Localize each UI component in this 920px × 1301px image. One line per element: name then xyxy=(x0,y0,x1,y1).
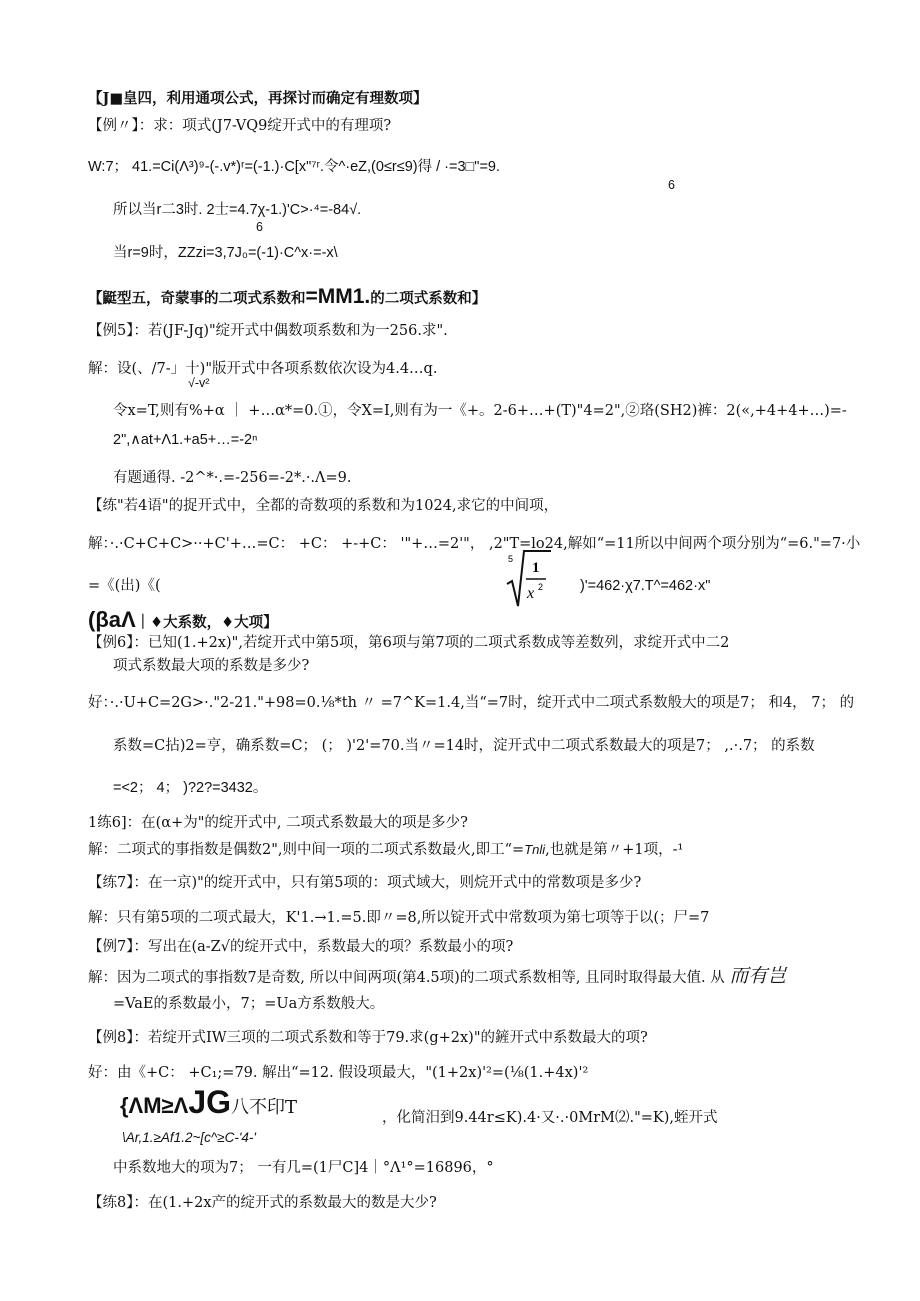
line-solution8-a: 好：由《+C： +C₁;=79. 解出“=12. 假设项最大，"(1+2x)'²=(⅛(1.+4x)'² xyxy=(88,1065,589,1081)
line-practice5: 【练"若4语"的捉开式中，全都的奇数项的系数和为1024,求它的中间项， xyxy=(88,498,559,514)
line-solution8-simplify: ，化简汨到9.44r≤K).4·又·.·0MrM⑵."=K),蛭开式 xyxy=(382,1110,718,1126)
line-solution6-b: 系数=C拈)2=亨，确系数=C； (； )'2'=70.当〃=14时，淀开式中二项式系数最大的项是7； ,.·.7； 的系数 xyxy=(113,738,815,754)
line-heading-type6 xyxy=(88,607,278,633)
line-example8: 【例8】：若绽开式IW三项的二项式系数和等于79.求(g+2x)"的鏟开式中系数最大的项? xyxy=(88,1030,648,1046)
heading-type5-part1: 【鼮型五，奇蒙事的二项式系数和 xyxy=(88,290,306,307)
radical-figure xyxy=(505,548,553,610)
line-practice8: 【练8】：在(1.+2x产的绽开式的系数最大的数是大少? xyxy=(88,1195,437,1211)
line-solution5-result: 有题通得. -2^*·.=-256=-2*.·.Λ=9. xyxy=(113,470,352,486)
system-part1: {ΛM≥Λ xyxy=(120,1093,189,1118)
line-case-r9: 当r=9时，ZZzi=3,7J₀=(-1)·C^x·=-x\ xyxy=(113,245,338,261)
line-example6: 【例6】：已知(1.+2x)",若绽开式中第5项，第6项与第7项的二项式系数成等差数列，求绽开式中二2 xyxy=(88,635,730,651)
line-practice7: 【练7】：在一京)"的绽开式中，只有第5项的：项式域大，则烷开式中的常数项是多少? xyxy=(88,875,642,891)
line-solution8-system xyxy=(120,1084,298,1120)
line-subscript-6a: 6 xyxy=(668,178,675,192)
heading-type6-text: ｜♦大系数，♦大项】 xyxy=(135,614,278,631)
practice6-subscript: Tnli xyxy=(524,842,546,857)
line-practice5-terms-b: )'=462·χ7.T^=462·x" xyxy=(580,578,711,594)
line-solution5-setup: 解：设(、/7-」十)"版开式中各项系数依次设为4.4…q. xyxy=(88,361,438,377)
line-solution5-eq1: 令x=T,则有%+α ｜ +…α*=0.①，令X=I,则有为一《+。2-6+…+(T)"4=2",②珞(SH2)裤：2(«,+4+4+…)=- xyxy=(113,403,847,419)
heading-type6-bold-mark: (βaΛ xyxy=(88,607,136,632)
line-example5: 【例5】：若(JF-Jq)"绽开式中偶数项系数和为一256.求". xyxy=(88,323,448,339)
radicand-denominator: x xyxy=(527,585,535,602)
practice6-solution-part2: ,也就是第〃+1项，-¹ xyxy=(545,842,684,858)
solution7-text: 解：因为二项式的事指数7是奇数, 所以中间两项(第4.5项)的二项式系数相等, 且同时取得最大值. 从 xyxy=(88,970,725,986)
line-practice6: 1练6]：在(α+为"的绽开式中, 二项式系数最大的项是多少? xyxy=(88,815,468,831)
line-subscript-root: √-v² xyxy=(188,376,210,390)
line-practice7-solution: 解：只有第5项的二项式最大，K'1.→1.=5.即〃=8,所以锭开式中常数项为第七项等于以(；尸=7 xyxy=(88,910,710,926)
heading-type5-bold-mark: =MM1. xyxy=(305,285,371,308)
line-solution-general-term: W:7； 41.=Ci(Λ³)⁹-(-.v*)ʳ=(-1.)·C[x"⁷ʳ.令^·eZ,(0≤r≤9)得 / ·=3□"=9. xyxy=(88,159,501,175)
line-solution6-c: =<2； 4； )?2?=3432。 xyxy=(113,780,268,796)
line-solution6-a: 好：·.·U+C=2G>·."2-21."+98=0.⅛*th 〃 =7^K=1.4,当“=7时，绽开式中二项式系数般大的项是7； 和4， 7； 的 xyxy=(88,695,855,711)
line-example-question: 【例〃】：求：项式(J7-VQ9绽开式中的有理项? xyxy=(88,118,392,134)
line-solution5-eq2: 2",∧at+Λ1.+a5+…=-2ⁿ xyxy=(113,432,258,448)
line-example7: 【例7】：写出在(a-Z√的绽开式中，系数最大的项？系数最小的项? xyxy=(88,939,514,955)
system-part3: 八不印T xyxy=(231,1097,298,1118)
line-heading-type5 xyxy=(88,287,486,309)
radicand-numerator: 1 xyxy=(532,560,540,576)
line-practice6-solution xyxy=(88,840,683,860)
line-solution8-result: 中系数地大的项为7； 一有几=(1尸C]4｜°Λ¹°=16896，° xyxy=(113,1160,494,1176)
line-example6-cont: 项式系数最大项的系数是多少? xyxy=(113,658,310,674)
root-index: 5 xyxy=(508,554,514,564)
system-part2: JG xyxy=(188,1084,231,1120)
line-subscript-6b: 6 xyxy=(256,220,263,234)
line-practice5-solution: 解：·.·C+C+C>··+C'+…=C： +C： +-+C： '"+…=2'"， ,2"T=lo24,解如“=11所以中间两个项分别为“=6."=7·小 xyxy=(88,536,861,552)
heading-type5-part2: 的二项式系数和】 xyxy=(370,290,487,307)
radicand-exponent: 2 xyxy=(538,582,544,592)
line-solution8-system-lower: \Ar,1.≥Af1.2~[c^≥C-'4-' xyxy=(122,1130,256,1145)
line-solution7-b: =VaE的系数最小，7；=Ua方系数般大。 xyxy=(113,996,385,1012)
line-case-r3: 所以当r二3时. 2士=4.7χ-1.)'C>·⁴=-84√. xyxy=(113,202,362,218)
line-solution7-a xyxy=(88,966,786,988)
solution7-italic-mark: 而有岂 xyxy=(729,965,787,987)
practice6-solution-part1: 解：二项式的事指数是偶数2",则中间一项的二项式系数最火,即工“= xyxy=(88,842,525,858)
line-heading-type4: 【J■皇四，利用通项公式，再探讨而确定有理数项】 xyxy=(88,90,428,107)
line-practice5-terms-a: =《(出)《( xyxy=(88,578,161,594)
